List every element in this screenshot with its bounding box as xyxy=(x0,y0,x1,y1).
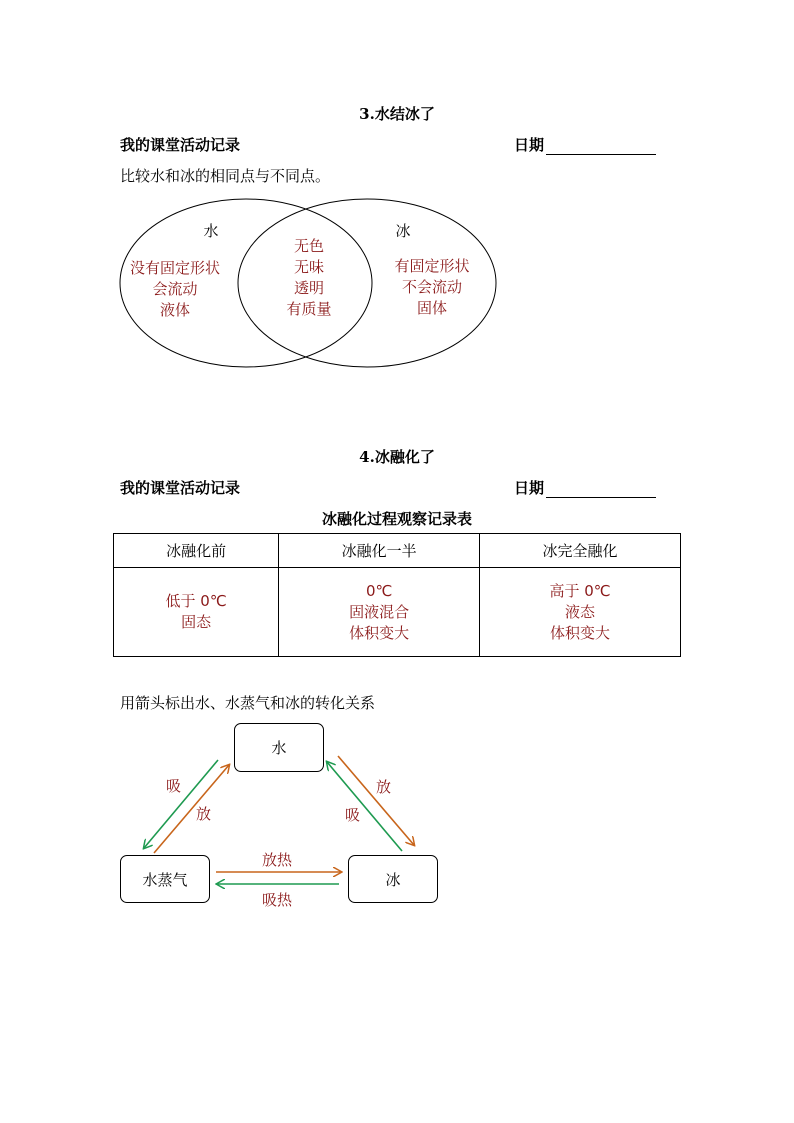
venn-middle-item: 透明 xyxy=(293,279,324,297)
venn-right-label: 冰 xyxy=(395,222,411,240)
venn-left-item: 没有固定形状 xyxy=(129,259,220,277)
label-right-inner: 吸 xyxy=(345,806,361,824)
venn-right-item: 固体 xyxy=(416,299,447,317)
table-cell-line: 固态 xyxy=(181,613,212,631)
table-cell-line: 0℃ xyxy=(365,581,393,600)
node-ice xyxy=(348,855,438,903)
node-ice-label: 冰 xyxy=(385,870,401,889)
table-header-cell: 冰融化一半 xyxy=(279,534,480,568)
venn-right-item: 不会流动 xyxy=(401,278,462,296)
table-cell-line: 体积变大 xyxy=(550,623,611,642)
node-water xyxy=(234,723,324,772)
table-header-cell: 冰融化前 xyxy=(114,534,279,568)
node-water-label: 水 xyxy=(271,739,287,757)
table-cell-line: 高于 0℃ xyxy=(549,581,611,600)
venn-left-item: 会流动 xyxy=(152,280,198,298)
section4-date-label: 日期 xyxy=(514,479,545,497)
section3-instruction: 比较水和冰的相同点与不同点。 xyxy=(120,167,331,185)
table-header-cell: 冰完全融化 xyxy=(480,534,681,568)
venn-left-label: 水 xyxy=(203,222,219,240)
label-bottom-bottom: 吸热 xyxy=(262,891,293,909)
arrow-water-to-ice xyxy=(338,756,414,845)
node-vapor-label: 水蒸气 xyxy=(142,870,188,889)
venn-middle-item: 有质量 xyxy=(286,300,332,318)
table-cell-line: 体积变大 xyxy=(349,623,410,642)
section4-title: 4.冰融化了 xyxy=(359,448,435,466)
section3-date-label: 日期 xyxy=(514,136,545,154)
table-cell-line: 液态 xyxy=(565,602,596,621)
node-vapor xyxy=(120,855,210,903)
table-cell-line: 固液混合 xyxy=(349,602,410,621)
venn-middle-item: 无味 xyxy=(293,258,324,276)
section3-title: 3.水结冰了 xyxy=(359,105,435,123)
cycle-instruction: 用箭头标出水、水蒸气和冰的转化关系 xyxy=(120,694,376,712)
venn-right-item: 有固定形状 xyxy=(394,257,470,275)
label-right-outer: 放 xyxy=(376,778,392,796)
section4-record-label: 我的课堂活动记录 xyxy=(120,479,241,497)
table-cell-line: 低于 0℃ xyxy=(165,592,227,610)
table-title: 冰融化过程观察记录表 xyxy=(321,510,472,528)
venn-middle-item: 无色 xyxy=(293,237,324,255)
label-bottom-top: 放热 xyxy=(262,851,293,869)
label-left-inner: 放 xyxy=(196,805,212,823)
venn-left-item: 液体 xyxy=(159,301,190,319)
section3-record-label: 我的课堂活动记录 xyxy=(120,136,241,154)
label-left-outer: 吸 xyxy=(166,777,182,795)
